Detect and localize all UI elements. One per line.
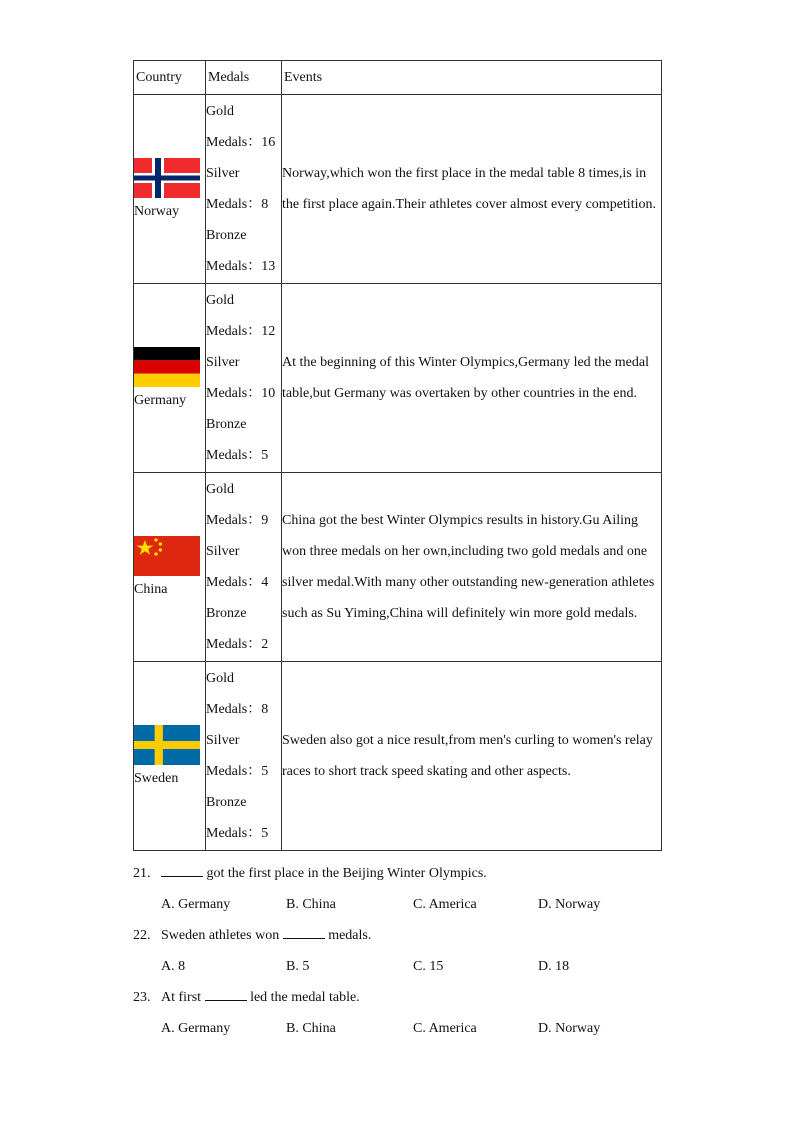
events-cell: Sweden also got a nice result,from men's curling to women's relay races to short track speed skating and other aspects. [282, 662, 662, 851]
medal-line: Gold [206, 671, 234, 686]
option-c[interactable]: C. America [413, 1021, 477, 1036]
norway-flag-icon [134, 158, 200, 198]
medals-cell [206, 95, 282, 284]
table-row [134, 95, 662, 284]
table-header-row [134, 61, 662, 95]
medal-line: Medals：9 [206, 513, 269, 528]
medal-line: Bronze [206, 795, 247, 810]
country-cell [134, 473, 206, 662]
sweden-flag-icon [134, 725, 200, 765]
medals-cell [206, 662, 282, 851]
medal-line: Silver [206, 733, 240, 748]
option-b[interactable]: B. China [286, 897, 336, 912]
medal-line: Medals：5 [206, 448, 269, 463]
medal-line: Medals：16 [206, 135, 276, 150]
table-row [134, 473, 662, 662]
options-row [133, 893, 693, 924]
country-name: Germany [134, 393, 187, 408]
option-a[interactable]: A. Germany [161, 897, 231, 912]
question-22 [133, 924, 693, 955]
medal-line: Silver [206, 544, 240, 559]
question-number: 22. [133, 928, 151, 943]
header-medals: Medals [206, 61, 282, 95]
medal-line: Medals：8 [206, 702, 269, 717]
country-name: Sweden [134, 771, 179, 786]
country-name: China [134, 582, 168, 597]
question-21 [133, 862, 693, 893]
medal-line: Bronze [206, 228, 247, 243]
option-c[interactable]: C. America [413, 897, 477, 912]
answer-blank [161, 862, 203, 877]
medal-line: Silver [206, 355, 240, 370]
medal-line: Bronze [206, 606, 247, 621]
question-stem: At first led the medal table. [161, 986, 360, 1010]
header-events: Events [282, 61, 662, 95]
questions-section [133, 862, 693, 1048]
option-b[interactable]: B. China [286, 1021, 336, 1036]
answer-blank [205, 986, 247, 1001]
medal-line: Medals：4 [206, 575, 269, 590]
medal-line: Gold [206, 482, 234, 497]
option-c[interactable]: C. 15 [413, 959, 444, 974]
table-row [134, 284, 662, 473]
events-cell: China got the best Winter Olympics results in history.Gu Ailing won three medals on her own,including two gold medals and one silver medal.With many other outstanding new-generation athletes such as Su Yiming,China will definitely win more gold medals. [282, 473, 662, 662]
medal-line: Medals：12 [206, 324, 276, 339]
option-d[interactable]: D. Norway [538, 1021, 601, 1036]
country-name: Norway [134, 204, 180, 219]
country-cell [134, 662, 206, 851]
medal-line: Medals：5 [206, 826, 269, 841]
option-b[interactable]: B. 5 [286, 959, 310, 974]
options-row [133, 955, 693, 986]
question-number: 21. [133, 866, 151, 881]
table-row [134, 662, 662, 851]
events-cell: Norway,which won the first place in the medal table 8 times,is in the first place again.Their athletes cover almost every competition. [282, 95, 662, 284]
medal-line: Medals：10 [206, 386, 276, 401]
option-d[interactable]: D. Norway [538, 897, 601, 912]
question-number: 23. [133, 990, 151, 1005]
medal-line: Medals：13 [206, 259, 276, 274]
option-d[interactable]: D. 18 [538, 959, 570, 974]
medal-line: Gold [206, 293, 234, 308]
country-cell [134, 284, 206, 473]
option-a[interactable]: A. 8 [161, 959, 186, 974]
header-country: Country [134, 61, 206, 95]
medal-line: Medals：8 [206, 197, 269, 212]
country-cell [134, 95, 206, 284]
question-23 [133, 986, 693, 1017]
medals-cell [206, 284, 282, 473]
medal-line: Silver [206, 166, 240, 181]
options-row [133, 1017, 693, 1048]
germany-flag-icon [134, 347, 200, 387]
medal-line: Gold [206, 104, 234, 119]
medal-line: Bronze [206, 417, 247, 432]
question-stem: got the first place in the Beijing Winter Olympics. [161, 862, 487, 886]
question-stem: Sweden athletes won medals. [161, 924, 371, 948]
option-a[interactable]: A. Germany [161, 1021, 231, 1036]
medal-line: Medals：2 [206, 637, 269, 652]
medal-table [133, 60, 662, 851]
answer-blank [283, 924, 325, 939]
medal-line: Medals：5 [206, 764, 269, 779]
events-cell: At the beginning of this Winter Olympics,Germany led the medal table,but Germany was overtaken by other countries in the end. [282, 284, 662, 473]
medals-cell [206, 473, 282, 662]
china-flag-icon [134, 536, 200, 576]
